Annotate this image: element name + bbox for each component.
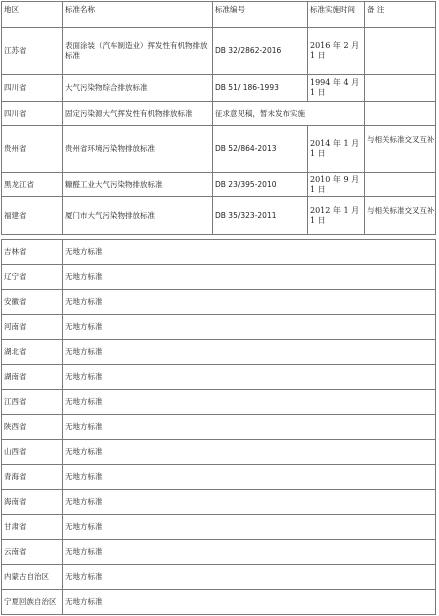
table-row (2, 173, 436, 197)
remarks-cell (365, 102, 436, 126)
table-row (2, 390, 436, 415)
status-cell: 无地方标准 (63, 515, 436, 540)
region-cell: 海南省 (2, 490, 63, 515)
region-cell: 陕西省 (2, 415, 63, 440)
region-cell: 内蒙古自治区 (2, 565, 63, 590)
region-cell: 福建省 (2, 197, 63, 235)
standard-name-cell: 大气污染物综合排放标准 (63, 75, 213, 102)
implementation-date-cell: 2016 年 2 月 1 日 (308, 28, 365, 75)
region-cell: 黑龙江省 (2, 173, 63, 197)
status-cell: 无地方标准 (63, 315, 436, 340)
region-cell: 山西省 (2, 440, 63, 465)
table-row (2, 240, 436, 265)
region-cell: 湖北省 (2, 340, 63, 365)
region-cell: 辽宁省 (2, 265, 63, 290)
table-row (2, 28, 436, 75)
implementation-date-cell: 1994 年 4 月 1 日 (308, 75, 365, 102)
table-row (2, 365, 436, 390)
table-row (2, 290, 436, 315)
standard-name-cell: 表面涂装（汽车制造业）挥发性有机物排放标准 (63, 28, 213, 75)
status-cell: 无地方标准 (63, 490, 436, 515)
table-row (2, 75, 436, 102)
status-cell: 无地方标准 (63, 240, 436, 265)
status-cell: 无地方标准 (63, 390, 436, 415)
header-standard-name: 标准名称 (63, 2, 213, 28)
standard-number-cell: DB 32/2862-2016 (213, 28, 308, 75)
implementation-date-cell: 2014 年 1 月 1 日 (308, 126, 365, 173)
table-row (2, 102, 436, 126)
table-header-row (2, 2, 436, 28)
standard-number-cell: DB 52/864-2013 (213, 126, 308, 173)
remarks-cell: 与相关标准交叉互补 (365, 197, 436, 235)
header-remarks: 备 注 (365, 2, 436, 28)
region-cell: 安徽省 (2, 290, 63, 315)
table-row (2, 515, 436, 540)
region-cell: 甘肃省 (2, 515, 63, 540)
region-cell: 云南省 (2, 540, 63, 565)
remarks-cell: 与相关标准交叉互补 (365, 126, 436, 173)
remarks-cell (365, 75, 436, 102)
remarks-cell (365, 28, 436, 75)
header-implementation-date: 标准实施时间 (308, 2, 365, 28)
table-row (2, 540, 436, 565)
standard-name-cell: 厦门市大气污染物排放标准 (63, 197, 213, 235)
header-standard-number: 标准编号 (213, 2, 308, 28)
status-cell: 无地方标准 (63, 365, 436, 390)
header-region: 地区 (2, 2, 63, 28)
table-row (2, 490, 436, 515)
standard-number-cell: DB 51/ 186-1993 (213, 75, 308, 102)
region-cell: 湖南省 (2, 365, 63, 390)
region-cell: 青海省 (2, 465, 63, 490)
implementation-date-cell: 2010 年 9 月 1 日 (308, 173, 365, 197)
standard-name-cell: 糠醛工业大气污染物排放标准 (63, 173, 213, 197)
status-cell: 无地方标准 (63, 415, 436, 440)
table-row (2, 590, 436, 615)
region-cell: 河南省 (2, 315, 63, 340)
standard-number-cell: 征求意见稿，暂未发布实施 (213, 102, 365, 126)
status-cell: 无地方标准 (63, 540, 436, 565)
status-cell: 无地方标准 (63, 265, 436, 290)
table-row (2, 126, 436, 173)
table-row (2, 315, 436, 340)
no-standard-table (1, 239, 436, 615)
status-cell: 无地方标准 (63, 590, 436, 615)
status-cell: 无地方标准 (63, 465, 436, 490)
table-row (2, 197, 436, 235)
table-row (2, 340, 436, 365)
table-row (2, 415, 436, 440)
region-cell: 吉林省 (2, 240, 63, 265)
region-cell: 四川省 (2, 102, 63, 126)
region-cell: 贵州省 (2, 126, 63, 173)
region-cell: 宁夏回族自治区 (2, 590, 63, 615)
table-row (2, 565, 436, 590)
standard-name-cell: 固定污染源大气挥发性有机物排放标准 (63, 102, 213, 126)
region-cell: 江西省 (2, 390, 63, 415)
table-row (2, 265, 436, 290)
region-cell: 四川省 (2, 75, 63, 102)
status-cell: 无地方标准 (63, 290, 436, 315)
table-row (2, 465, 436, 490)
status-cell: 无地方标准 (63, 340, 436, 365)
standard-number-cell: DB 23/395-2010 (213, 173, 308, 197)
table-row (2, 440, 436, 465)
standard-name-cell: 贵州省环境污染物排放标准 (63, 126, 213, 173)
status-cell: 无地方标准 (63, 440, 436, 465)
implementation-date-cell: 2012 年 1 月 1 日 (308, 197, 365, 235)
remarks-cell (365, 173, 436, 197)
status-cell: 无地方标准 (63, 565, 436, 590)
region-cell: 江苏省 (2, 28, 63, 75)
standards-table (1, 1, 436, 235)
standard-number-cell: DB 35/323-2011 (213, 197, 308, 235)
